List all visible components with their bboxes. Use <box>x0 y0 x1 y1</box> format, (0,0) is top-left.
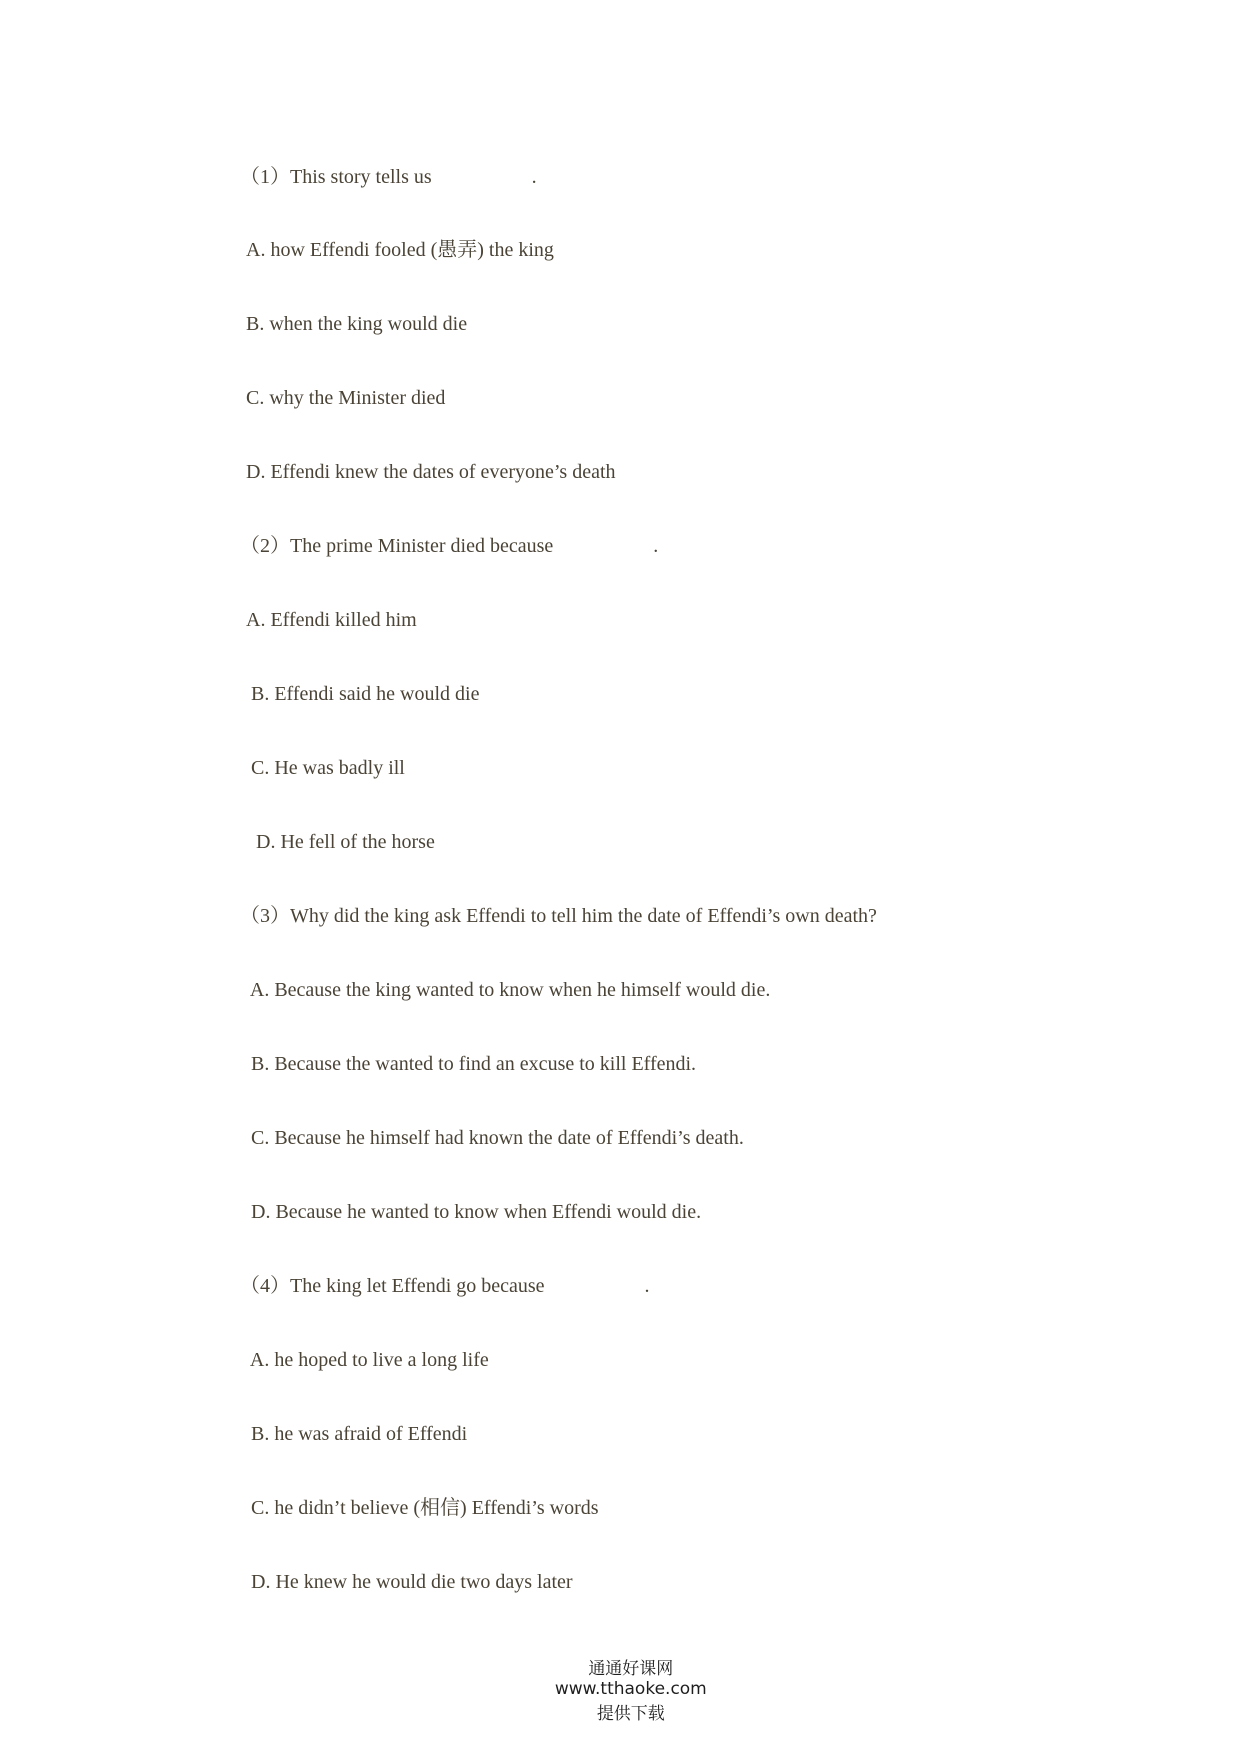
question-2-option-d: D. He fell of the horse <box>246 831 435 853</box>
question-2-stem: （2）The prime Minister died because . <box>240 535 659 557</box>
question-3-stem: （3）Why did the king ask Effendi to tell him the date of Effendi’s own death? <box>240 905 877 927</box>
question-1-option-d: D. Effendi knew the dates of everyone’s death <box>246 461 616 483</box>
question-1-option-c: C. why the Minister died <box>246 387 446 409</box>
question-2-option-a: A. Effendi killed him <box>246 609 417 631</box>
question-2-option-b: B. Effendi said he would die <box>246 683 480 705</box>
question-1-option-b: B. when the king would die <box>246 313 468 335</box>
question-4-option-a: A. he hoped to live a long life <box>246 1349 489 1371</box>
footer-tagline: 提供下载 <box>596 1704 665 1724</box>
question-1-option-a: A. how Effendi fooled (愚弄) the king <box>246 239 554 261</box>
question-4-stem: （4）The king let Effendi go because . <box>240 1275 650 1297</box>
question-4-option-b: B. he was afraid of Effendi <box>246 1423 468 1445</box>
question-2-option-c: C. He was badly ill <box>246 757 405 779</box>
question-3-option-b: B. Because the wanted to find an excuse to kill Effendi. <box>246 1053 697 1075</box>
footer-url[interactable]: www.tthaoke.com <box>554 1679 707 1699</box>
page-footer <box>0 1634 1240 1744</box>
question-3-option-a: A. Because the king wanted to know when he himself would die. <box>246 979 771 1001</box>
question-3-option-d: D. Because he wanted to know when Effendi would die. <box>246 1201 702 1223</box>
question-4-option-c: C. he didn’t believe (相信) Effendi’s words <box>246 1497 599 1519</box>
question-4-option-d: D. He knew he would die two days later <box>246 1571 573 1593</box>
question-3-option-c: C. Because he himself had known the date of Effendi’s death. <box>246 1127 744 1149</box>
question-1-stem: （1）This story tells us . <box>240 166 537 188</box>
footer-site-name: 通通好课网 <box>588 1659 674 1679</box>
